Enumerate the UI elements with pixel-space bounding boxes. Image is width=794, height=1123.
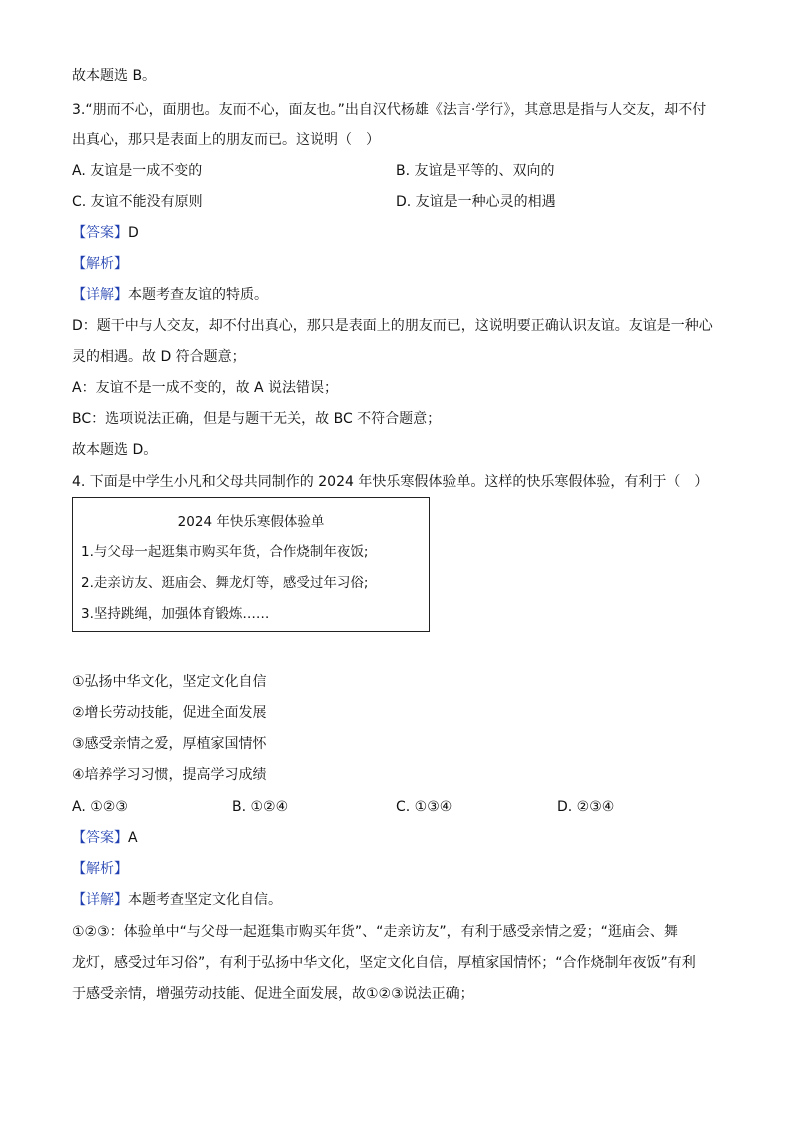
q3-explanation-3: A：友谊不是一成不变的，故 A 说法错误；: [72, 380, 339, 396]
detail-text: 本题考查坚定文化自信。: [128, 892, 282, 908]
statement-4: ④培养学习习惯，提高学习成绩: [72, 767, 267, 783]
answer-value: D: [128, 225, 139, 241]
detail-text: 本题考查友谊的特质。: [128, 287, 268, 303]
experience-item-2: 2.走亲访友、逛庙会、舞龙灯等，感受过年习俗;: [81, 575, 369, 591]
q3-explanation-2: 灵的相遇。故 D 符合题意；: [72, 349, 246, 365]
answer-label: 【答案】: [72, 225, 128, 241]
q3-option-a: A. 友谊是一成不变的: [72, 163, 203, 179]
q4-explanation-1: ①②③：体验单中“与父母一起逛集市购买年货”、“走亲访友”，有利于感受亲情之爱；“逛庙会、舞: [72, 924, 678, 940]
q3-option-d: D. 友谊是一种心灵的相遇: [396, 194, 556, 210]
q3-answer: [72, 224, 139, 242]
q4-analysis-label: 【解析】: [72, 861, 128, 877]
question-3-stem: 3.“朋而不心，面朋也。友而不心，面友也。”出自汉代杨雄《法言·学行》，其意思是指与人交友，却不付: [72, 102, 707, 118]
q4-option-b: B. ①②④: [232, 799, 289, 815]
statement-3: ③感受亲情之爱，厚植家国情怀: [72, 736, 267, 752]
q3-option-b: B. 友谊是平等的、双向的: [396, 163, 555, 179]
experience-item-3: 3.坚持跳绳，加强体育锻炼……: [81, 606, 270, 622]
q3-explanation-1: D：题干中与人交友，却不付出真心，那只是表面上的朋友而已，这说明要正确认识友谊。友谊是一种心: [72, 318, 713, 334]
q3-explanation-5: 故本题选 D。: [72, 442, 158, 458]
question-4-stem: 4. 下面是中学生小凡和父母共同制作的 2024 年快乐寒假体验单。这样的快乐寒假体验，有利于（ ）: [72, 474, 709, 490]
detail-label: 【详解】: [72, 287, 128, 303]
q3-option-c: C. 友谊不能没有原则: [72, 194, 203, 210]
experience-list-title: 2024 年快乐寒假体验单: [177, 514, 325, 530]
q4-answer: [72, 829, 138, 847]
q4-option-a: A. ①②③: [72, 799, 128, 815]
q4-option-d: D. ②③④: [557, 799, 615, 815]
statement-1: ①弘扬中华文化，坚定文化自信: [72, 674, 267, 690]
q4-option-c: C. ①③④: [396, 799, 453, 815]
answer-value: A: [128, 830, 138, 846]
experience-list-box: [72, 497, 430, 632]
q4-explanation-3: 于感受亲情，增强劳动技能、促进全面发展，故①②③说法正确；: [72, 986, 474, 1002]
conclusion-line: 故本题选 B。: [72, 68, 157, 84]
question-3-stem-cont: 出真心，那只是表面上的朋友而已。这说明（ ）: [72, 132, 380, 148]
statement-2: ②增长劳动技能，促进全面发展: [72, 705, 267, 721]
experience-item-1: 1.与父母一起逛集市购买年货，合作烧制年夜饭;: [81, 544, 369, 560]
q3-analysis-label: 【解析】: [72, 256, 128, 272]
q3-detail: [72, 286, 268, 304]
q4-explanation-2: 龙灯，感受过年习俗”，有利于弘扬中华文化，坚定文化自信，厚植家国情怀；“合作烧制年夜饭”有利: [72, 955, 696, 971]
q3-explanation-4: BC：选项说法正确，但是与题干无关，故 BC 不符合题意；: [72, 411, 442, 427]
detail-label: 【详解】: [72, 892, 128, 908]
q4-detail: [72, 891, 282, 909]
answer-label: 【答案】: [72, 830, 128, 846]
